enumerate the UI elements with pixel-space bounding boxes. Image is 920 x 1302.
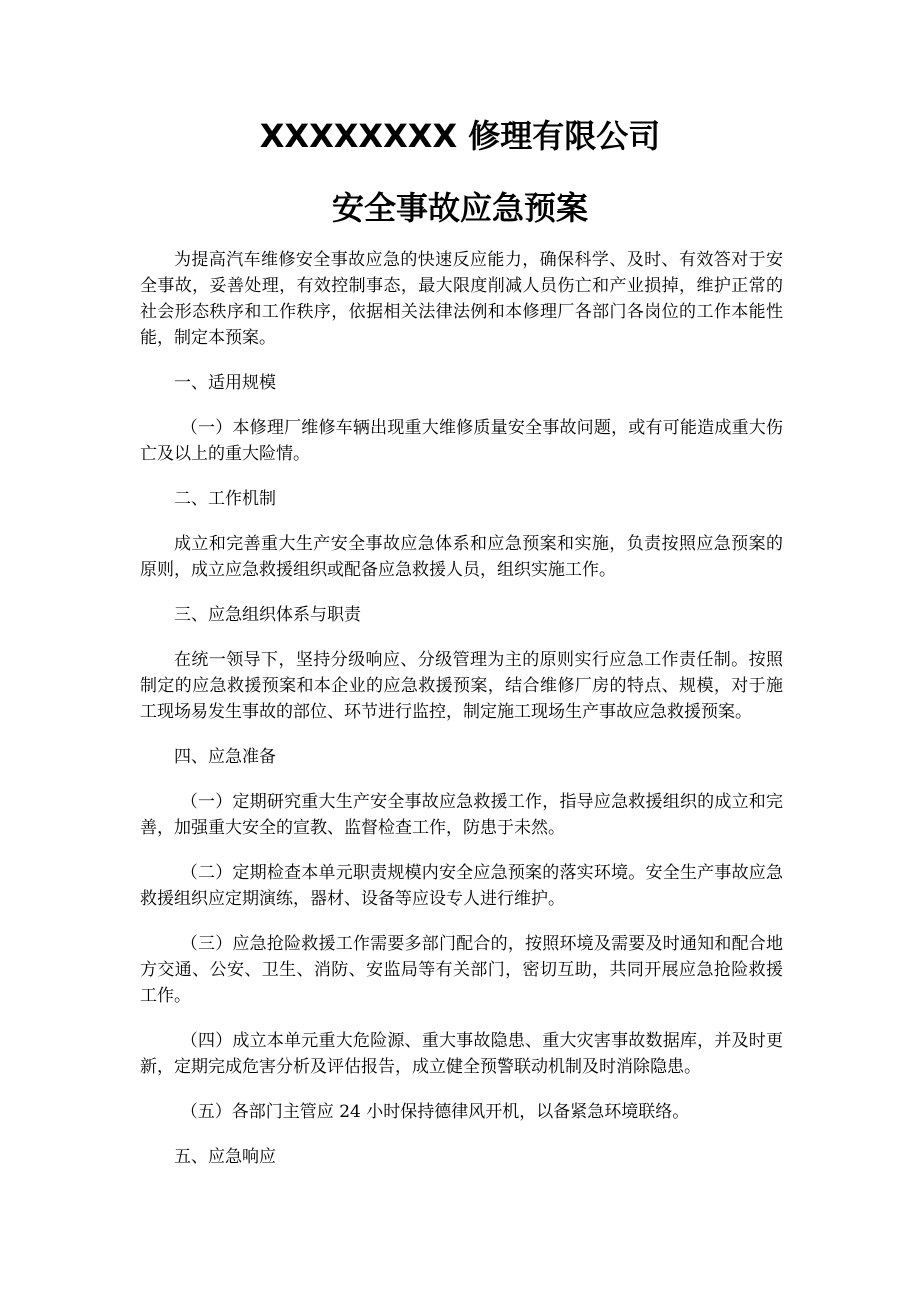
section-paragraph: 在统一领导下，坚持分级响应、分级管理为主的原则实行应急工作责任制。按照制定的应急救援预案和本企业的应急救援预案，结合维修厂房的特点、规模，对于施工现场易发生事故的部位、环节进行监控，制定施工现场生产事故应急救援预案。: [140, 650, 783, 722]
section-heading-response: 五、应急响应: [174, 1147, 276, 1167]
section-heading-scope: 一、适用规模: [174, 373, 276, 393]
section-paragraph: （一）定期研究重大生产安全事故应急救援工作，指导应急救援组织的成立和完善，加强重大安全的宣教、监督检查工作，防患于未然。: [140, 792, 783, 838]
section-paragraph: （一）本修理厂维修车辆出现重大维修质量安全事故问题，或有可能造成重大伤亡及以上的重大险情。: [140, 418, 783, 464]
plan-title: 安全事故应急预案: [331, 189, 588, 227]
section-paragraph: （三）应急抢险救援工作需要多部门配合的，按照环境及需要及时通知和配合地方交通、公安、卫生、消防、安监局等有关部门，密切互助，共同开展应急抢险救援工作。: [140, 934, 783, 1006]
section-paragraph: （二）定期检查本单元职责规模内安全应急预案的落实环境。安全生产事故应急救援组织应定期演练，器材、设备等应设专人进行维护。: [140, 863, 783, 909]
section-paragraph: 成立和完善重大生产安全事故应急体系和应急预案和实施，负责按照应急预案的原则，成立应急救援组织或配备应急救援人员，组织实施工作。: [140, 534, 783, 580]
document-body: [140, 247, 783, 1189]
section-heading-preparation: 四、应急准备: [174, 747, 276, 767]
company-title: XXXXXXXX 修理有限公司: [259, 117, 661, 155]
section-paragraph: （四）成立本单元重大危险源、重大事故隐患、重大灾害事故数据库，并及时更新，定期完成危害分析及评估报告，成立健全预警联动机制及时消除隐患。: [140, 1031, 783, 1077]
intro-paragraph: 为提高汽车维修安全事故应急的快速反应能力，确保科学、及时、有效答对于安全事故，妥善处理，有效控制事态，最大限度削减人员伤亡和产业损掉，维护正常的社会形态秩序和工作秩序，依据相关法律法例和本修理厂各部门各岗位的工作本能性能，制定本预案。: [140, 250, 783, 348]
section-heading-organization: 三、应急组织体系与职责: [174, 605, 361, 625]
section-paragraph: （五）各部门主管应 24 小时保持德律风开机，以备紧急环境联络。: [180, 1102, 690, 1122]
section-heading-mechanism: 二、工作机制: [174, 489, 276, 509]
